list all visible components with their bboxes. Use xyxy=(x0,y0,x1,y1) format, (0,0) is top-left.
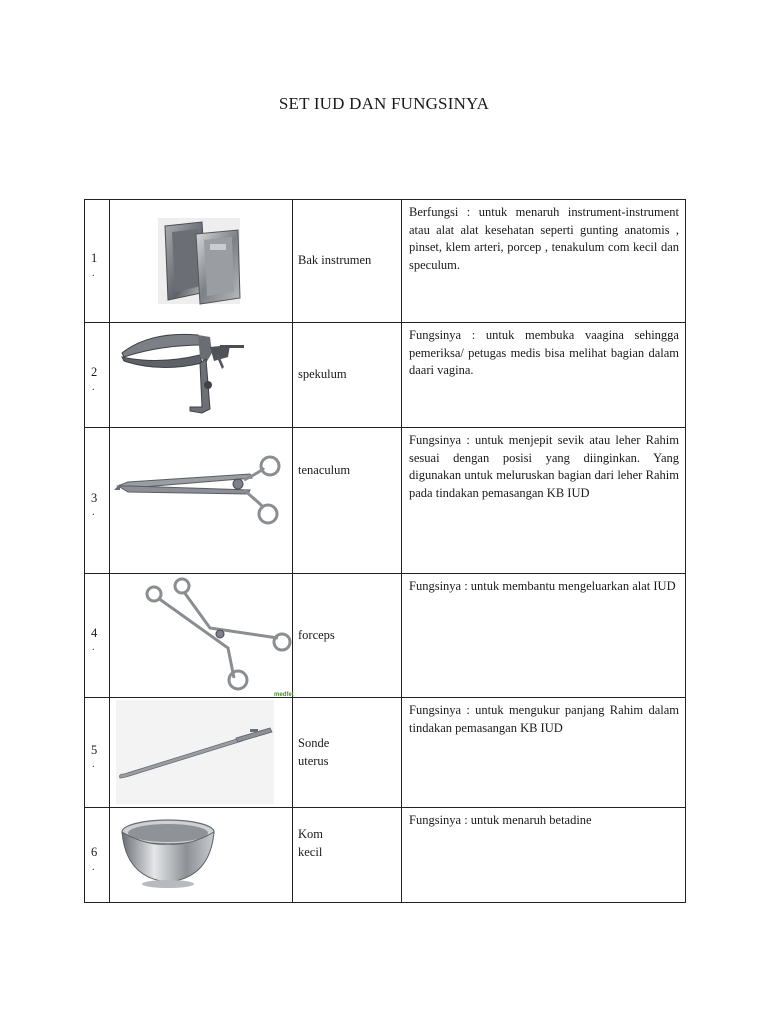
instrument-name-cell xyxy=(293,323,402,428)
row-number: 6 xyxy=(91,845,98,860)
instrument-name: tenaculum xyxy=(298,463,351,477)
table-row xyxy=(85,428,686,574)
table-row xyxy=(85,323,686,428)
instrument-description: Fungsinya : untuk membuka vaagina sehingga pemeriksa/ petugas medis bisa melihat bagian dalam daari vagina. xyxy=(409,328,679,377)
instrument-name-line1: Sonde xyxy=(298,736,330,750)
description-cell xyxy=(402,698,686,808)
description-cell xyxy=(402,323,686,428)
instrument-description: Fungsinya : untuk menaruh betadine xyxy=(409,813,592,827)
image-cell xyxy=(110,698,293,808)
row-number: 5 xyxy=(91,742,98,757)
table-row xyxy=(85,574,686,698)
page-title: SET IUD DAN FUNGSINYA xyxy=(278,94,490,113)
row-number-cell xyxy=(85,428,110,574)
row-number-cell xyxy=(85,698,110,808)
image-cell xyxy=(110,323,293,428)
description-cell xyxy=(402,574,686,698)
description-cell xyxy=(402,808,686,903)
instrument-name-line1: Kom xyxy=(298,827,323,841)
row-number: 4 xyxy=(91,625,98,640)
instrument-name-cell xyxy=(293,574,402,698)
instrument-name: Bak instrumen xyxy=(298,253,372,268)
forceps-icon xyxy=(110,574,292,697)
instrument-name-cell xyxy=(293,808,402,903)
uterine-sound-icon xyxy=(110,698,292,807)
instrument-name-line2: uterus xyxy=(298,753,329,768)
instrument-name-cell xyxy=(293,200,402,323)
table-row xyxy=(85,200,686,323)
instrument-table xyxy=(84,199,686,903)
row-number-cell xyxy=(85,323,110,428)
image-cell xyxy=(110,808,293,903)
image-cell xyxy=(110,574,293,698)
speculum-icon xyxy=(110,323,292,427)
row-number: 2 xyxy=(91,365,98,380)
row-number-dot: . xyxy=(92,642,95,654)
description-cell xyxy=(402,200,686,323)
description-cell xyxy=(402,428,686,574)
instrument-description: Fungsinya : untuk mengukur panjang Rahim dalam tindakan pemasangan KB IUD xyxy=(409,703,679,735)
instrument-name-cell xyxy=(293,428,402,574)
instrument-description: Fungsinya : untuk menjepit sevik atau leher Rahim sesuai dengan posisi yang diinginkan. Yang digunakan untuk meluruskan bagian dari leher Rahim pada tindakan pemasangan KB IUD xyxy=(409,433,679,500)
row-number-cell xyxy=(85,200,110,323)
tenaculum-icon xyxy=(110,428,292,573)
image-cell xyxy=(110,428,293,574)
bowl-icon xyxy=(110,808,292,902)
brand-label: medfet xyxy=(274,692,294,698)
row-number-dot: . xyxy=(92,861,95,873)
instrument-description: Fungsinya : untuk membantu mengeluarkan alat IUD xyxy=(409,579,676,593)
row-number-cell xyxy=(85,574,110,698)
row-number-cell xyxy=(85,808,110,903)
instrument-name: spekulum xyxy=(298,367,347,382)
instrument-name: forceps xyxy=(298,627,335,642)
image-cell xyxy=(110,200,293,323)
row-number: 1 xyxy=(91,251,98,266)
row-number-dot: . xyxy=(92,759,95,771)
table-row xyxy=(85,808,686,903)
instrument-name-cell xyxy=(293,698,402,808)
row-number-dot: . xyxy=(92,381,95,393)
row-number-dot: . xyxy=(92,267,95,279)
row-number: 3 xyxy=(91,490,98,505)
instrument-description: Berfungsi : untuk menaruh instrument-instrument atau alat alat kesehatan seperti gunting anatomis , pinset, klem arteri, porcep , tenakulum com kecil dan speculum. xyxy=(409,205,679,272)
instrument-name-line2: kecil xyxy=(298,844,323,859)
row-number-dot: . xyxy=(92,507,95,519)
instrument-tray-icon xyxy=(110,200,292,322)
table-row xyxy=(85,698,686,808)
